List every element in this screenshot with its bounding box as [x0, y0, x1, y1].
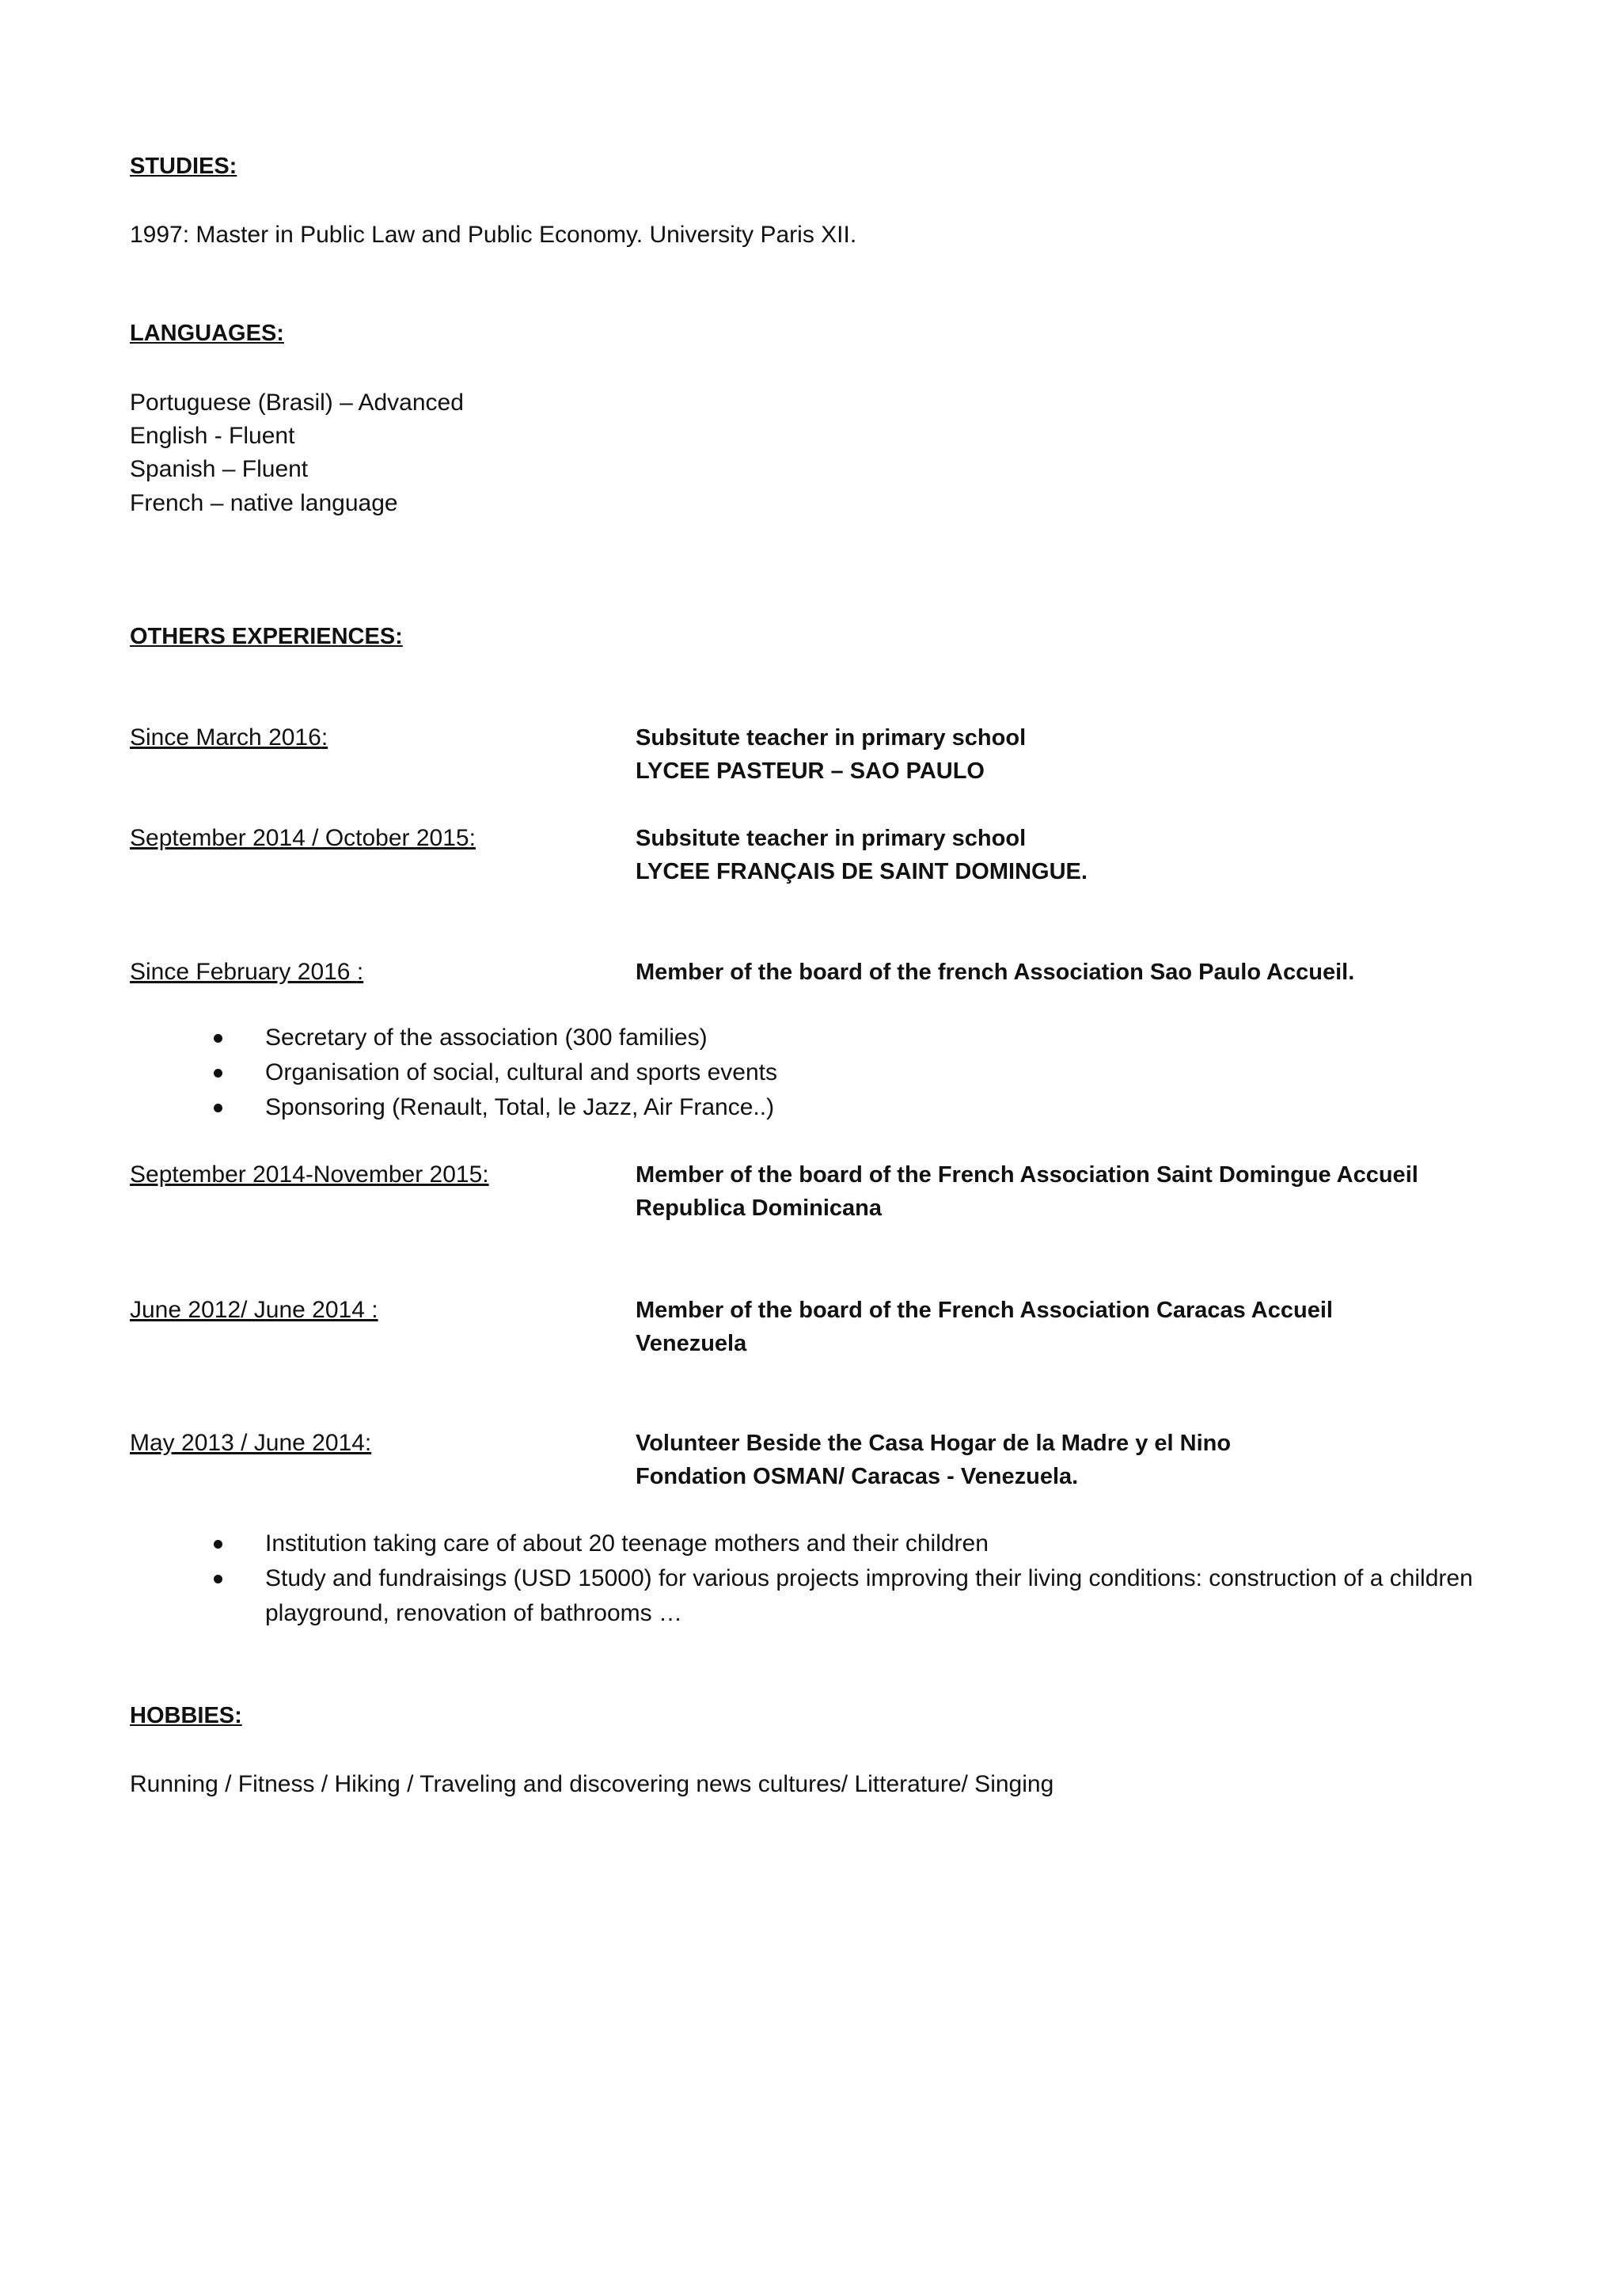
list-item-text: Sponsoring (Renault, Total, le Jazz, Air France..): [265, 1094, 775, 1120]
list-item-text: Secretary of the association (300 families): [265, 1024, 708, 1051]
experience-date-text: Since March 2016: [130, 724, 321, 751]
experience-date-text: May 2013 / June 2014:: [130, 1430, 372, 1456]
experience-detail-line: Venezuela: [636, 1331, 747, 1356]
list-item-text: Institution taking care of about 20 teenage mothers and their children: [265, 1530, 989, 1557]
experience-detail-line: Member of the board of the french Association Sao Paulo Accueil.: [636, 960, 1355, 985]
experience-detail: [636, 956, 1354, 989]
list-item-text: Study and fundraisings (USD 15000) for various projects improving their living conditions: construction of a children playground, renovation of bathrooms …: [265, 1565, 1473, 1626]
experience-detail-line: Member of the board of the French Association Saint Domingue Accueil: [636, 1162, 1418, 1188]
experiences-heading: OTHERS EXPERIENCES:: [130, 624, 403, 649]
list-item: [214, 1055, 777, 1090]
experience-detail-line: Fondation OSMAN/ Caracas - Venezuela.: [636, 1464, 1079, 1489]
hobbies-line: Running / Fitness / Hiking / Traveling and discovering news cultures/ Litterature/ Singing: [130, 1771, 1054, 1797]
hobbies-heading: HOBBIES:: [130, 1703, 242, 1728]
studies-line: 1997: Master in Public Law and Public Economy. University Paris XII.: [130, 222, 857, 248]
bullet-icon: [214, 1069, 222, 1078]
bullet-icon: [214, 1540, 222, 1549]
language-item: English - Fluent: [130, 423, 295, 449]
experience-detail-line: Member of the board of the French Association Caracas Accueil: [636, 1298, 1333, 1323]
list-item: [214, 1090, 777, 1125]
bullet-icon: [214, 1034, 222, 1043]
studies-heading: STUDIES:: [130, 154, 237, 179]
list-item: [214, 1526, 1539, 1561]
experience-date-suffix: :: [356, 959, 364, 985]
experience-detail-line: LYCEE PASTEUR – SAO PAULO: [636, 758, 985, 784]
sao-paulo-bullet-list: [214, 1021, 777, 1125]
bullet-icon: [214, 1104, 222, 1112]
experience-date: [130, 959, 363, 986]
experience-date: [130, 825, 476, 852]
experience-date-text: June 2012/ June 2014 :: [130, 1297, 378, 1323]
experience-detail-line: Volunteer Beside the Casa Hogar de la Madre y el Nino: [636, 1431, 1232, 1456]
caracas-bullet-list: [214, 1526, 1539, 1631]
experience-date: [130, 1161, 489, 1188]
experience-detail-line: Subsitute teacher in primary school: [636, 725, 1027, 751]
list-item-text: Organisation of social, cultural and sports events: [265, 1059, 778, 1085]
language-item: Portuguese (Brasil) – Advanced: [130, 390, 464, 416]
language-item: Spanish – Fluent: [130, 456, 309, 482]
experience-date-text: September 2014-November 2015:: [130, 1161, 489, 1188]
list-item: [214, 1021, 777, 1055]
experience-date-text: September 2014 / October 2015: [130, 825, 469, 851]
experience-detail-line: Republica Dominicana: [636, 1196, 883, 1221]
experience-date-suffix: :: [321, 724, 328, 751]
bullet-icon: [214, 1575, 222, 1583]
experience-detail: [636, 1294, 1333, 1360]
experience-detail-line: LYCEE FRANÇAIS DE SAINT DOMINGUE.: [636, 859, 1088, 884]
experience-date-suffix: :: [469, 825, 476, 851]
experience-date: [130, 1430, 371, 1457]
experience-detail-line: Subsitute teacher in primary school: [636, 826, 1027, 851]
experience-date: [130, 724, 328, 751]
language-item: French – native language: [130, 490, 398, 516]
experience-detail: [636, 1427, 1231, 1493]
experience-detail: [636, 822, 1088, 888]
experience-date: [130, 1297, 378, 1324]
experience-date-text: Since February 2016: [130, 959, 357, 985]
languages-heading: LANGUAGES:: [130, 321, 284, 346]
experience-detail: [636, 721, 1026, 788]
list-item: [214, 1561, 1539, 1631]
experience-detail: [636, 1158, 1418, 1225]
